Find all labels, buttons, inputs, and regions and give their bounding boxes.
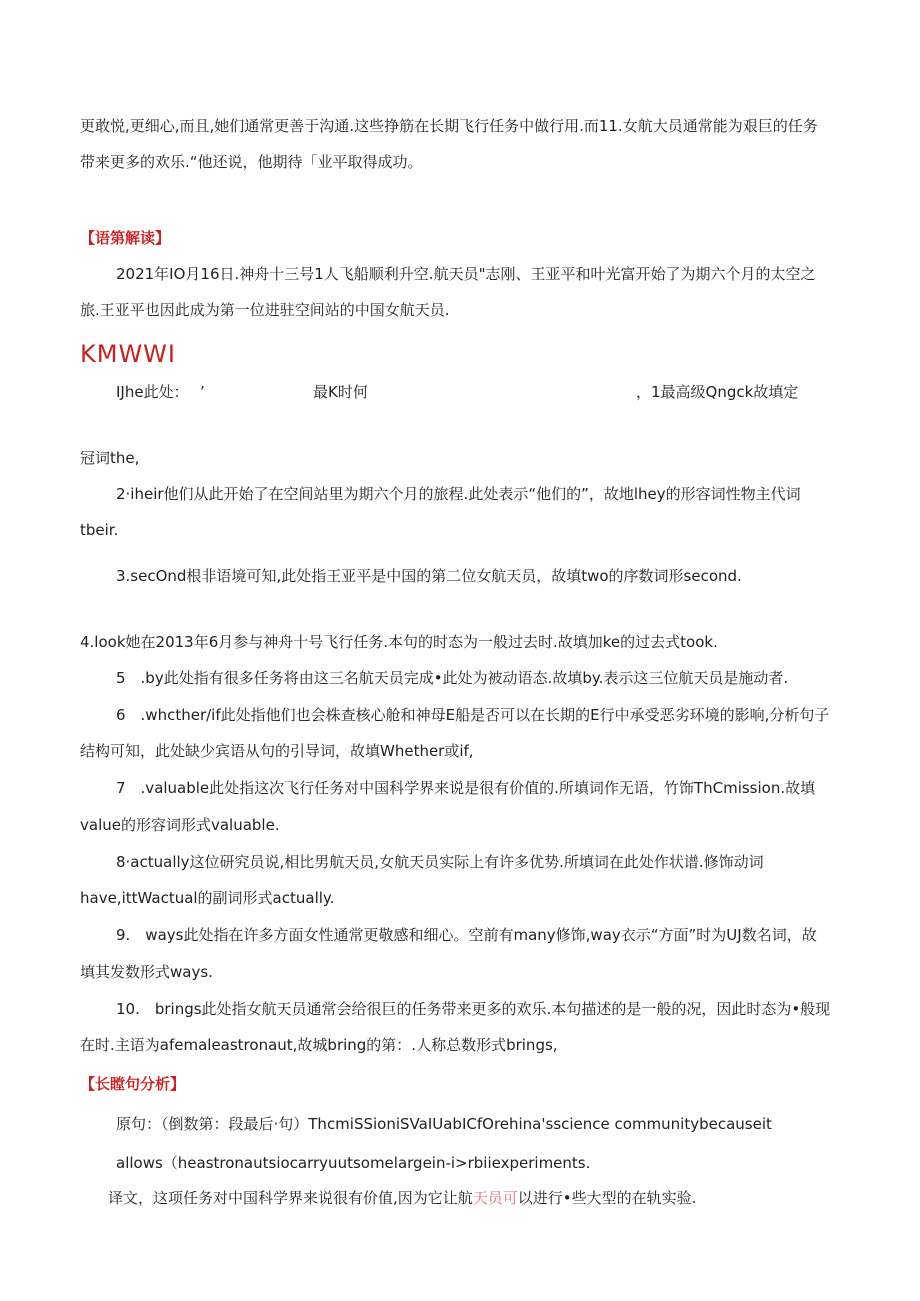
answer-2-line-1: 2·iheir他们从此开始了在空间站里为期六个月的旅程.此处表示“他们的”，故地lhey的形容词性物主代词	[116, 485, 801, 503]
answer-7-line-1: 7 .valuable此处指这次飞行任务对中国科学界来说是很有价值的.所填词作无语，竹饰ThCmission.故填	[116, 779, 816, 797]
answer-8-line-1: 8·actually这位研究员说,相比男航天员,女航天员实际上有许多优势.所填词在此处作状谱.修饰动词	[116, 853, 764, 871]
answer-5: 5 .by此处指有很多任务将由这三名航天员完成•此处为被动语态.故填by.表示这三位航天员是施动者.	[116, 669, 789, 687]
answer-1-part-3: 最K时何	[313, 383, 368, 401]
translation-part-2: 天员可	[472, 1189, 518, 1207]
summary-line-1: 2021年IO月16日.神舟十三号1人飞船顺利升空.航天员"志刚、王亚平和叶光富开始了为期六个月的太空之	[116, 265, 816, 283]
summary-line-2: 旅.王亚平也因此成为第一位进驻空间站的中国女航天员.	[80, 301, 450, 319]
answer-6-line-2: 结构可知，此处缺少宾语从句的引导词，故填Whether或if,	[80, 742, 474, 760]
answer-1-continued: 冠词the,	[80, 449, 140, 467]
section-title-interpretation: 【语第解读】	[80, 229, 171, 247]
answer-2-line-2: tbeir.	[80, 521, 119, 539]
translation-part-3: 以进行•些大型的在轨实验.	[517, 1189, 697, 1207]
answer-9-line-1: 9. ways此处指在许多方面女性通常更敬感和细心。空前有many修饰,way衣示“方面”时为UJ数名词，故	[116, 926, 817, 944]
answers-heading: KMWWI	[80, 340, 176, 368]
answer-1-part-1: IJhe此处：	[116, 383, 189, 401]
answer-3: 3.secOnd根非语境可知,此处指王亚平是中国的第二位女航天员，故填two的序数词形second.	[116, 567, 742, 585]
answer-10-line-2: 在时.主语为afemaleastronaut,故城bring的第：.人称总数形式brings,	[80, 1036, 558, 1054]
translation-part-1: 译文，这项任务对中国科学界来说很有价值,因为它让航	[108, 1189, 473, 1207]
original-sentence-line-2: allows（heastronautsiocarryuutsomelargein-i>rbiiexperiments.	[116, 1154, 591, 1172]
intro-line-2: 带来更多的欢乐.“他还说，他期待「业平取得成功。	[80, 153, 423, 171]
answer-4: 4.look她在2013年6月参与神舟十号飞行任务.本句的时态为一般过去时.故填加ke的过去式took.	[80, 633, 718, 651]
answer-9-line-2: 填其发数形式ways.	[80, 963, 213, 981]
section-title-long-sentence: 【长瞠句分析】	[80, 1075, 186, 1093]
original-sentence-line-1: 原句：（倒数第：段最后·句）ThcmiSSioniSVaIUabICfOrehina'sscience communitybecauseit	[116, 1115, 772, 1133]
answer-1-part-2: ’	[200, 383, 205, 401]
answer-7-line-2: value的形容词形式valuable.	[80, 816, 280, 834]
answer-6-line-1: 6 .whcther∕if此处指他们也会株查核心舱和神母E船是否可以在长期的E行中承受恶劣环境的影响,分析句子	[116, 706, 830, 724]
answer-8-line-2: have,ittWactual的副词形式actually.	[80, 889, 335, 907]
answer-10-line-1: 10. brings此处指女航天员通常会给很巨的任务带来更多的欢乐.本句描述的是一般的况，因此时态为•般现	[116, 1000, 831, 1018]
translation-line	[108, 1188, 696, 1208]
answer-1-part-4: ，1最高级Qngck故填定	[636, 383, 799, 401]
intro-line-1: 更敢悦,更细心,而且,她们通常更善于沟通.这些挣筋在长期飞行任务中做行用.而11.女航大员通常能为艰巨的任务	[80, 117, 818, 135]
